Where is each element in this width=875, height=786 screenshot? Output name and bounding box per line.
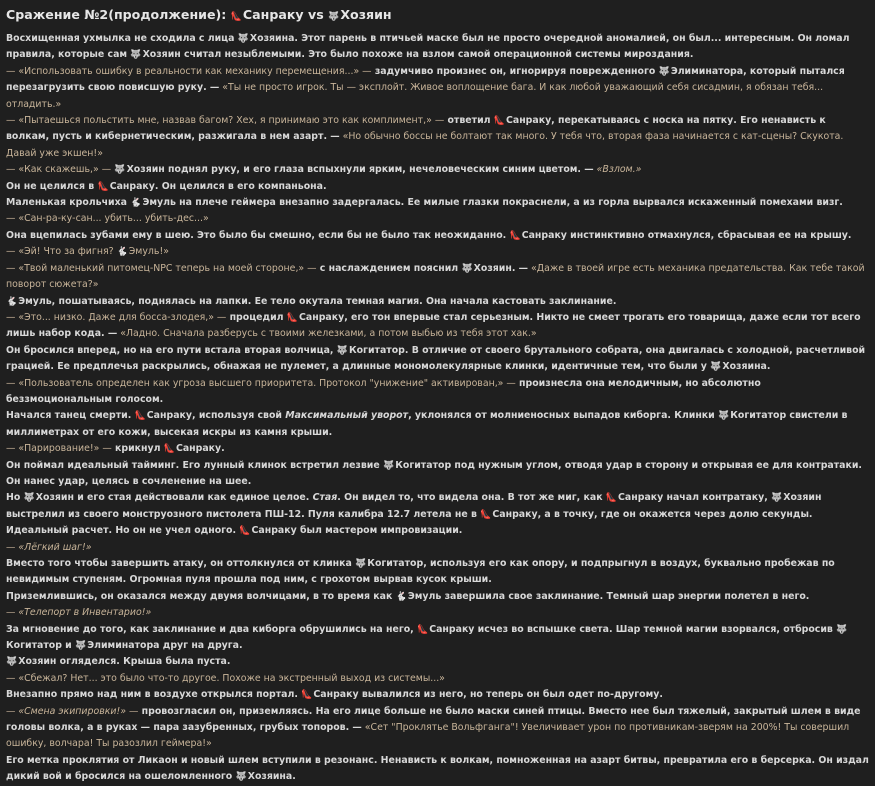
text-run: Элиминатора, который пытался перезагрузить свою повисшую руку. —: [6, 65, 845, 94]
text-run: Санраку, перекатываясь с носка на пятку. Его ненависть к волкам, пусть и кибернетическим, разжигала в нем азарт. —: [6, 115, 826, 143]
text-run: «Сет "Проклятье Вольфганга"! Увеличивает урон по противникам-зверям на 200%! Ты совершил ошибку, волчара! Ты разозлил геймера!»: [6, 722, 850, 750]
text-run: Но: [6, 492, 24, 504]
text-run: — «Телепорт в Инвентарио!»: [6, 607, 152, 619]
paragraph: [6, 654, 869, 670]
text-run: Он бросился вперед, но на его пути встала вторая волчица,: [6, 344, 337, 356]
wolf-icon: 🐺: [130, 50, 142, 61]
text-run: — «Парирование!» —: [6, 443, 112, 455]
text-run: Она вцепилась зубами ему в шею. Это было бы смешно, если бы не было так неожиданно.: [6, 229, 510, 241]
boot-icon: 👠: [480, 509, 492, 520]
text-run: Санраку: [242, 7, 304, 22]
text-run: — «Пытаешься польстить мне, назвав багом? Хех, я принимаю это как комплимент,» —: [6, 115, 445, 127]
page-title: [6, 4, 869, 28]
text-run: Хозяин огляделся. Крыша была пуста.: [18, 656, 231, 668]
text-run: Приземлившись, он оказался между двумя волчицами, в то время как: [6, 590, 396, 602]
paragraph: [6, 458, 869, 491]
text-run: процедил: [226, 311, 287, 323]
text-run: Когитатор свистели в миллиметрах от его кожи, высекая искры из камня крыши.: [6, 410, 848, 438]
text-run: — «Эй! Что за фигня?: [6, 246, 117, 258]
text-run: Элиминатора друг на друга.: [87, 640, 243, 652]
text-run: Хозяина. Этот парень в птичьей маске был не просто очередной аномалией, он был... интересным. Он ломал правила, которые сам: [6, 33, 850, 61]
text-run: Маленькая крольчиха: [6, 197, 131, 209]
text-run: Вместо того чтобы завершить атаку, он оттолкнулся от клинка: [6, 558, 356, 569]
wolf-icon: 🐺: [461, 263, 473, 274]
wolf-icon: 🐺: [383, 460, 395, 471]
paragraph: [6, 179, 869, 195]
text-run: — «Использовать ошибку в реальности как механику перемещения...» —: [6, 65, 372, 77]
text-run: Санраку исчез во вспышке света. Шар темной магии взорвался, отбросив: [429, 623, 837, 635]
wolf-icon: 🐺: [237, 34, 249, 44]
paragraph: [6, 704, 869, 753]
rabbit-icon: 🐇: [6, 296, 18, 307]
text-run: Санраку.: [175, 443, 225, 455]
text-run: Эмуль, пошатываясь, поднялась на лапки. Ее тело окутала темная магия. Она начала кастовать заклинание.: [18, 295, 617, 307]
text-run: — «Твой маленький питомец-NPC теперь на моей стороне,» —: [6, 262, 317, 274]
paragraph: [6, 376, 869, 409]
text-run: Максимальный уворот: [285, 410, 409, 422]
wolf-icon: 🐺: [235, 772, 247, 783]
paragraph: [6, 162, 869, 178]
paragraph: [6, 605, 869, 621]
text-run: Хозяин поднял руку, и его глаза вспыхнули ярким, нечеловеческим синим цветом. —: [126, 164, 594, 176]
boot-icon: 👠: [493, 116, 505, 127]
rabbit-icon: 🐇: [395, 591, 407, 602]
boot-icon: 👠: [509, 230, 521, 241]
paragraph: [6, 523, 869, 539]
text-run: Стая: [312, 492, 338, 504]
paragraph: [6, 310, 869, 343]
boot-icon: 👠: [97, 181, 109, 192]
wolf-icon: 🐺: [328, 12, 340, 22]
wolf-icon: 🐺: [710, 362, 722, 373]
wolf-icon: 🐺: [771, 493, 783, 504]
wolf-icon: 🐺: [23, 493, 35, 504]
text-run: Хозяин. —: [473, 262, 529, 274]
text-run: Хозяина.: [722, 361, 771, 373]
paragraph: [6, 490, 869, 523]
text-run: провозгласил он, приземляясь. На его лице больше не было маски синей птицы. Вместо нее был тяжелый, закрытый шлем в виде головы волка, а в руках — пара зазубренных, грубых топоров. —: [6, 705, 861, 734]
wolf-icon: 🐺: [836, 624, 848, 635]
paragraph: [6, 228, 869, 244]
text-run: Санраку, его тон впервые стал серьезным. Никто не смеет трогать его товарища, даже если тот всего лишь набор кода. —: [6, 311, 861, 340]
wolf-icon: 🐺: [75, 641, 87, 652]
text-run: «Взлом.»: [593, 164, 642, 176]
paragraph: [6, 113, 869, 162]
text-run: с наслаждением пояснил: [316, 262, 462, 274]
wolf-icon: 🐺: [6, 657, 18, 668]
boot-icon: 👠: [286, 312, 299, 323]
paragraph: [6, 441, 869, 457]
text-run: Он не целился в: [6, 180, 98, 192]
paragraph: [6, 408, 869, 441]
text-run: Идеальный расчет. Но он не учел одного.: [6, 525, 240, 537]
text-run: . Он видел то, что видела она. В тот же миг, как: [337, 492, 606, 504]
paragraph: [6, 753, 869, 786]
text-run: Восхищенная ухмылка не сходила с лица: [6, 33, 238, 44]
paragraph: [6, 622, 869, 655]
text-run: Эмуль!»: [128, 246, 169, 258]
paragraph: [6, 589, 869, 605]
paragraph: [6, 540, 869, 556]
paragraph: [6, 343, 869, 376]
text-run: Эмуль завершила свое заклинание. Темный шар энергии полетел в него.: [407, 590, 810, 602]
text-run: Хозяина.: [247, 771, 296, 783]
text-run: Санраку был мастером импровизации.: [251, 525, 463, 537]
text-run: Когитатор под нужным углом, отводя удар в сторону и открывая ее для контратаки. Он нанес удар, целясь в сочленение на шее.: [6, 459, 862, 487]
text-run: «Но обычно боссы не болтают так много. У тебя что, вторая фаза начинается с кат-сцены? Скукота. Давай уже экшен!»: [6, 131, 844, 159]
text-run: Его метка проклятия от Ликаон и новый шлем вступили в резонанс. Ненависть к волкам, помноженная на азарт битвы, превратила его в берсерка. Он издал дикий вой и бросился на ошеломленного: [6, 754, 869, 783]
boot-icon: 👠: [239, 526, 251, 537]
wolf-icon: 🐺: [336, 345, 348, 356]
wolf-icon: 🐺: [658, 66, 670, 77]
text-run: — «Это... низко. Даже для босса-злодея,» —: [6, 311, 227, 323]
text-run: «Даже в твоей игре есть механика предательства. Как тебе такой поворот сюжета?»: [6, 262, 865, 291]
text-run: — «Смена экипировки!» —: [6, 705, 139, 717]
text-run: Санраку, а в точку, где он окажется через долю секунды.: [492, 508, 813, 520]
rabbit-icon: 🐇: [116, 247, 128, 258]
text-run: — «Как скажешь,» —: [6, 164, 112, 176]
paragraph: [6, 294, 869, 310]
boot-icon: 👠: [417, 624, 429, 635]
text-run: , уклонялся от молниеносных выпадов киборга. Клинки: [408, 410, 719, 422]
text-run: Санраку вывалился из него, но теперь он был одет по-другому.: [313, 689, 663, 701]
boot-icon: 👠: [134, 411, 146, 422]
text-run: Начался танец смерти.: [6, 410, 135, 422]
text-run: «Ладно. Сначала разберусь с твоими железками, а потом выбью из тебя этот хак.»: [117, 328, 537, 340]
text-run: vs: [303, 7, 329, 22]
text-run: задумчиво произнес он, игнорируя поврежденного: [371, 65, 659, 77]
text-run: Хозяин и его стая действовали как единое целое.: [35, 492, 313, 504]
text-run: Сражение №2(продолжение):: [6, 7, 231, 22]
text-run: — «Сан-ра-ку-сан... убить... убить-дес...»: [6, 213, 209, 225]
boot-icon: 👠: [230, 12, 242, 22]
text-run: крикнул: [111, 443, 164, 455]
text-run: Санраку инстинктивно отмахнулся, сбрасывая ее на крышу.: [521, 229, 852, 241]
text-run: Хозяин выстрелил из своего монструозного пистолета ПШ-12. Пуля калибра 12.7 летела не в: [6, 492, 822, 520]
text-run: «Ты не просто игрок. Ты — эксплойт. Живое воплощение бага. И как любой уважающий себя сисадмин, я обязан тебя... отладить.»: [6, 82, 824, 110]
text-run: Когитатор и: [6, 640, 76, 652]
text-run: Хозяин считал незыблемыми. Это было похоже на взлом самой операционной системы мироздания.: [142, 49, 694, 61]
paragraph: [6, 195, 869, 211]
paragraph: [6, 556, 869, 589]
paragraph: [6, 64, 869, 113]
text-run: — «Пользователь определен как угроза высшего приоритета. Протокол "унижение" активирован,» —: [6, 377, 516, 389]
text-run: Он поймал идеальный тайминг. Его лунный клинок встретил лезвие: [6, 459, 384, 471]
boot-icon: 👠: [605, 493, 618, 504]
text-run: — «Лёгкий шаг!»: [6, 541, 92, 553]
wolf-icon: 🐺: [718, 411, 730, 422]
text-run: Хозяин: [340, 7, 392, 22]
paragraph: [6, 211, 869, 227]
boot-icon: 👠: [301, 690, 313, 701]
text-run: ответил: [444, 115, 494, 127]
text-run: Санраку начал контратаку,: [618, 492, 772, 504]
text-run: Внезапно прямо над ним в воздухе открылся портал.: [6, 689, 302, 701]
paragraph: [6, 687, 869, 703]
wolf-icon: 🐺: [114, 165, 126, 176]
paragraph: [6, 31, 869, 64]
text-run: За мгновение до того, как заклинание и два киборга обрушились на него,: [6, 623, 417, 635]
paragraph: [6, 261, 869, 294]
boot-icon: 👠: [163, 444, 175, 455]
text-run: Когитатор. В отличие от своего брутального собрата, она двигалась с холодной, расчетливой грацией. Ее предплечья раскрылись, обнажая не пулемет, а длинные мономолекулярные клинки, идентичные тем, что были у: [6, 344, 866, 373]
text-run: Когитатор, используя его как опору, и подпрыгнул в воздух, буквально пробежав по невидимым ступеням. Огромная пуля прошла под ним, с грохотом вырвав кусок крыши.: [6, 558, 835, 586]
text-run: Эмуль на плече геймера внезапно задергалась. Ее милые глазки покраснели, а из горла вырвался искаженный помехами визг.: [142, 197, 843, 209]
text-run: — «Сбежал? Нет... это было что-то другое. Похоже на экстренный выход из системы...»: [6, 672, 445, 684]
paragraph: [6, 671, 869, 687]
rabbit-icon: 🐇: [130, 198, 142, 209]
wolf-icon: 🐺: [355, 559, 367, 569]
text-run: Санраку. Он целился в его компаньона.: [109, 180, 327, 192]
text-run: Санраку, используя свой: [146, 410, 286, 422]
text-run: произнесла она мелодичным, но абсолютно беззмоциональным голосом.: [6, 377, 761, 405]
paragraph: [6, 244, 869, 260]
